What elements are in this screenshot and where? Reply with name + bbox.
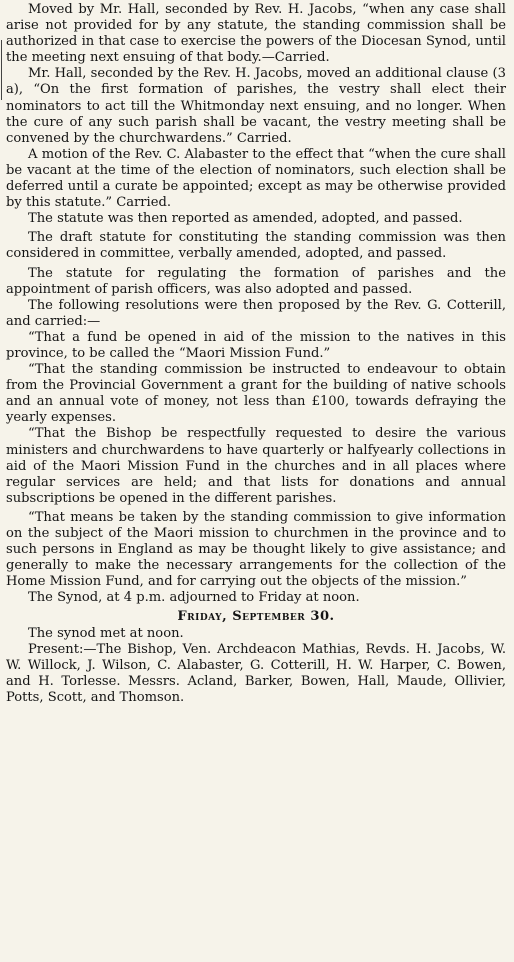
paragraph-statute-reported: The statute was then reported as amended, adopted, and passed. — [28, 211, 463, 227]
column-rule — [1, 40, 2, 100]
paragraph-government-grant: “That the standing commission be instructed to endeavour to obtain from the Provincial Government a grant for the building of native schools and an annual vote of money, not less than £100, towards defraying the yearly expenses. — [6, 362, 506, 426]
paragraph-motion-hall: Moved by Mr. Hall, seconded by Rev. H. Jacobs, “when any case shall arise not provided for by any statute, the standing commission shall be authorized in that case to exercise the powers of the Diocesan Synod, until the meeting next ensuing of that body.—Carried. — [6, 2, 506, 66]
paragraph-resolutions-intro: The following resolutions were then proposed by the Rev. G. Cotterill, and carried:— — [6, 297, 506, 329]
paragraph-collections: “That the Bishop be respectfully requested to desire the various ministers and churchwardens to have quarterly or halfyearly collections in aid of the Maori Mission Fund in the churches and in all places where regular services are held; and that lists for donations and annual subscriptions be opened in the different parishes. — [6, 426, 506, 506]
section-heading-date: Friday, September 30. — [177, 609, 335, 625]
paragraph-alabaster-motion: A motion of the Rev. C. Alabaster to the effect that “when the cure shall be vacant at the time of the election of nominators, such election shall be deferred until a curate be appointed; except as may be otherwise provided by this statute.” Carried. — [6, 146, 506, 211]
paragraph-additional-clause: Mr. Hall, seconded by the Rev. H. Jacobs, moved an additional clause (3 a), “On the first formation of parishes, the vestry shall elect their nominators to act till the Whitmonday next ensuing, and no longer. When the cure of any such parish shall be vacant, the vestry meeting shall be convened by the churchwardens.” Carried. — [6, 66, 506, 146]
paragraph-information: “That means be taken by the standing commission to give information on the subject of the Maori mission to churchmen in the province and to such persons in England as may be thought likely to give assistance; and generally to make the necessary arrangements for the collection of the Home Mission Fund, and for carrying out the objects of the mission.” — [6, 509, 506, 590]
paragraph-synod-met: The synod met at noon. — [28, 625, 184, 641]
paragraph-adjournment: The Synod, at 4 p.m. adjourned to Friday at noon. — [28, 590, 360, 606]
paragraph-present: Present:—The Bishop, Ven. Archdeacon Mathias, Revds. H. Jacobs, W. W. Willock, J. Wilson, C. Alabaster, G. Cotterill, H. W. Harper, C. Bowen, and H. Torlesse. Messrs. Acland, Barker, Bowen, Hall, Maude, Ollivier, Potts, Scott, and Thomson. — [6, 641, 506, 705]
paragraph-standing-commission: The draft statute for constituting the standing commission was then considered in committee, verbally amended, adopted, and passed. — [6, 230, 506, 262]
article-column — [6, 2, 506, 706]
paragraph-parishes-statute: The statute for regulating the formation of parishes and the appointment of parish officers, was also adopted and passed. — [6, 265, 506, 297]
paragraph-maori-mission-fund: “That a fund be opened in aid of the mission to the natives in this province, to be called the “Maori Mission Fund.” — [6, 329, 506, 361]
